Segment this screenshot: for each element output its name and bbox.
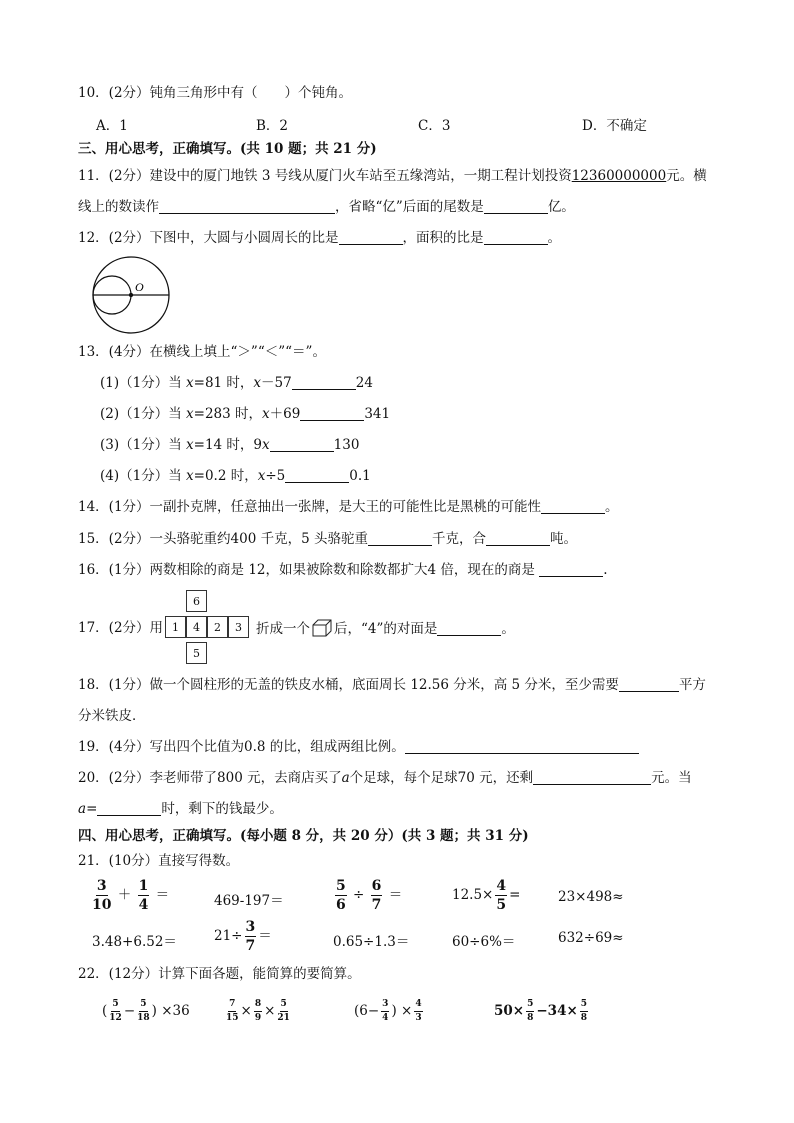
q11-blank-reading[interactable] bbox=[159, 199, 335, 214]
q10-option-c[interactable]: C．3 bbox=[418, 118, 451, 134]
q21-3-eq: ＝ bbox=[388, 887, 403, 903]
q13-sub-3 bbox=[100, 436, 359, 454]
q22-4-a: 50 bbox=[494, 1003, 513, 1019]
q22-4-f1-num: 5 bbox=[526, 1000, 534, 1012]
q22-2-op1: × bbox=[240, 1003, 252, 1019]
q13-1-expr-var: x bbox=[253, 375, 262, 391]
q21-3-f1-den: 6 bbox=[336, 897, 346, 913]
q21-7-f-den: 7 bbox=[245, 938, 256, 954]
q22-expr-2 bbox=[224, 1000, 292, 1023]
q21-1-op: ＋ bbox=[117, 887, 132, 903]
q13-2-var: x bbox=[186, 406, 194, 422]
q13-sub-4 bbox=[100, 467, 371, 485]
q17-blank[interactable] bbox=[437, 621, 501, 636]
q22-2-f3-den: 21 bbox=[277, 1013, 290, 1023]
net-face-4: 4 bbox=[186, 616, 207, 638]
q22-3-f-num: 3 bbox=[381, 1000, 389, 1012]
q12-blank-area[interactable] bbox=[484, 230, 548, 245]
q13-1-cond: =81 时， bbox=[193, 375, 254, 391]
q13-1-blank[interactable] bbox=[292, 375, 356, 390]
question-10-stem: 10．(2分）钝角三角形中有（ ）个钝角。 bbox=[78, 85, 353, 101]
q13-2-expr: ＋69 bbox=[269, 406, 301, 422]
q15-blank-ton[interactable] bbox=[486, 531, 550, 546]
question-11 bbox=[78, 167, 707, 185]
q11-text-4: ，省略“亿”后面的尾数是 bbox=[335, 199, 484, 215]
q21-3-op: ÷ bbox=[353, 887, 365, 903]
q22-4-op2: −34 bbox=[536, 1003, 567, 1019]
question-13-stem: 13．(4分）在横线上填上“＞”“＜”“＝”。 bbox=[78, 344, 326, 360]
q18-blank[interactable] bbox=[619, 677, 679, 692]
q21-item-2: 469-197＝ bbox=[214, 893, 284, 909]
q20-var: a bbox=[341, 770, 350, 786]
q21-7-eq: ＝ bbox=[258, 928, 272, 944]
q22-4-op1: × bbox=[512, 1003, 525, 1019]
q13-4-var: x bbox=[186, 468, 194, 484]
question-20 bbox=[78, 769, 692, 787]
cube-icon bbox=[312, 619, 332, 637]
q22-4-f2-den: 8 bbox=[580, 1013, 588, 1023]
net-face-bottom: 5 bbox=[186, 642, 207, 664]
q22-3-f2-den: 3 bbox=[415, 1013, 422, 1023]
q11-text-2: 元。横 bbox=[666, 168, 707, 184]
question-16 bbox=[78, 561, 607, 579]
q16-end: . bbox=[603, 562, 608, 578]
q13-3-var: x bbox=[186, 437, 194, 453]
q10-option-b[interactable]: B．2 bbox=[256, 118, 289, 134]
q12-text-1: 12．(2分）下图中，大圆与小圆周长的比是 bbox=[78, 230, 339, 246]
q21-item-3 bbox=[333, 879, 402, 912]
q13-1-rhs: 24 bbox=[355, 375, 373, 391]
q22-1-rparen: ) bbox=[151, 1003, 157, 1019]
q14-end: 。 bbox=[605, 499, 619, 515]
q21-7-pre: 21÷ bbox=[214, 928, 243, 944]
q16-text: 16．(1分）两数相除的商是 12，如果被除数和除数都扩大4 倍，现在的商是 bbox=[78, 562, 540, 578]
q22-3-rparen: ) bbox=[391, 1003, 397, 1019]
section-3-title: 三、用心思考，正确填写。(共 10 题；共 21 分) bbox=[78, 141, 377, 157]
q22-1-f2-den: 18 bbox=[137, 1013, 150, 1023]
q10-option-a[interactable]: A．1 bbox=[96, 118, 128, 134]
q22-1-f1-den: 12 bbox=[109, 1013, 122, 1023]
q11-amount: 12360000000 bbox=[571, 168, 667, 184]
q12-blank-perimeter[interactable] bbox=[339, 230, 403, 245]
q13-2-prefix: (2)（1分）当 bbox=[100, 406, 187, 422]
q19-text: 19．(4分）写出四个比值为0.8 的比，组成两组比例。 bbox=[78, 739, 405, 755]
q21-1-eq: ＝ bbox=[155, 887, 170, 903]
q16-blank[interactable] bbox=[539, 562, 603, 577]
q22-2-op2: × bbox=[264, 1003, 276, 1019]
q21-1-f2-num: 1 bbox=[138, 878, 149, 894]
q22-4-op3: × bbox=[566, 1003, 578, 1019]
q21-1-f1-den: 10 bbox=[92, 897, 112, 913]
q22-3-f2-num: 4 bbox=[414, 1000, 422, 1012]
q22-3-lparen: (6− bbox=[354, 1003, 380, 1019]
q12-text-3: 。 bbox=[547, 230, 562, 246]
q17-text-3: 后，“4”的对面是 bbox=[334, 621, 438, 637]
q13-3-expr-pre: 9 bbox=[253, 437, 263, 453]
q22-2-f2-den: 9 bbox=[254, 1013, 262, 1023]
q13-4-prefix: (4)（1分）当 bbox=[100, 468, 187, 484]
q22-expr-3 bbox=[354, 1000, 425, 1023]
q21-item-4 bbox=[452, 879, 520, 912]
q22-2-f1-num: 7 bbox=[228, 1000, 236, 1012]
q21-3-f2-num: 6 bbox=[371, 878, 382, 894]
q22-1-op: − bbox=[123, 1003, 136, 1019]
q21-3-f1-num: 5 bbox=[336, 878, 346, 894]
q13-1-var: x bbox=[186, 375, 194, 391]
q13-4-expr: ÷5 bbox=[265, 468, 286, 484]
q13-3-blank[interactable] bbox=[270, 437, 334, 452]
question-17-prefix: 17．(2分）用 bbox=[78, 620, 164, 636]
q22-1-lparen: ( bbox=[102, 1003, 108, 1019]
net-face-2: 2 bbox=[207, 616, 228, 638]
q13-sub-2 bbox=[100, 405, 390, 423]
q21-7-f-num: 3 bbox=[245, 919, 256, 935]
q21-item-6: 3.48+6.52＝ bbox=[92, 934, 177, 950]
q21-item-10: 632÷69≈ bbox=[558, 930, 624, 946]
q11-blank-approx[interactable] bbox=[484, 199, 548, 214]
question-11-line2 bbox=[78, 198, 575, 216]
q13-4-expr-var: x bbox=[257, 468, 266, 484]
question-17 bbox=[256, 619, 515, 638]
q11-text-5: 亿。 bbox=[547, 199, 575, 215]
q13-2-expr-var: x bbox=[262, 406, 270, 422]
q22-2-f3-num: 5 bbox=[280, 1000, 288, 1012]
center-label: O bbox=[135, 280, 144, 294]
q13-sub-1 bbox=[100, 374, 373, 392]
q13-1-expr: －57 bbox=[261, 375, 292, 391]
question-15 bbox=[78, 530, 577, 548]
q15-blank-kg[interactable] bbox=[368, 531, 432, 546]
q20-line2-eq: = bbox=[86, 801, 98, 817]
q19-blank[interactable] bbox=[405, 739, 639, 754]
q21-1-f1-num: 3 bbox=[96, 878, 107, 894]
q21-item-1 bbox=[90, 879, 169, 912]
q22-4-f2-num: 5 bbox=[580, 1000, 588, 1012]
q20-blank-remain[interactable] bbox=[533, 770, 651, 785]
q20-text-3: 元。当 bbox=[651, 770, 692, 786]
cube-net-figure bbox=[164, 590, 254, 664]
q13-2-blank[interactable] bbox=[300, 406, 364, 421]
q21-item-5: 23×498≈ bbox=[558, 889, 624, 905]
q21-4-eq: = bbox=[509, 887, 521, 903]
q21-item-7 bbox=[214, 920, 272, 953]
q22-2-f1-den: 15 bbox=[226, 1013, 239, 1023]
q13-3-expr-var: x bbox=[262, 437, 270, 453]
q21-item-8: 0.65÷1.3＝ bbox=[333, 934, 410, 950]
q22-2-f2-num: 8 bbox=[254, 1000, 262, 1012]
q22-3-op: × bbox=[401, 1003, 413, 1019]
q13-3-prefix: (3)（1分）当 bbox=[100, 437, 187, 453]
q21-4-f-num: 4 bbox=[496, 878, 507, 894]
section-4-title: 四、用心思考，正确填写。(每小题 8 分，共 20 分）(共 3 题；共 31 分) bbox=[78, 828, 529, 844]
question-21-stem: 21．(10分）直接写得数。 bbox=[78, 853, 240, 869]
q21-item-9: 60÷6%＝ bbox=[452, 934, 516, 950]
q13-2-cond: =283 时， bbox=[193, 406, 263, 422]
net-face-3: 3 bbox=[228, 616, 249, 638]
q20-text-1: 20．(2分）李老师带了800 元，去商店买了 bbox=[78, 770, 342, 786]
q11-text-1: 11．(2分）建设中的厦门地铁 3 号线从厦门火车站至五缘湾站，一期工程计划投资 bbox=[78, 168, 572, 184]
q21-4-f-den: 5 bbox=[496, 897, 507, 913]
q21-3-f2-den: 7 bbox=[371, 897, 382, 913]
q15-text-3: 吨。 bbox=[549, 531, 577, 547]
q18-text-2: 平方 bbox=[678, 677, 706, 693]
question-18 bbox=[78, 676, 706, 694]
question-14 bbox=[78, 498, 619, 516]
q13-2-rhs: 341 bbox=[364, 406, 391, 422]
q20-blank-a[interactable] bbox=[97, 801, 161, 816]
q22-expr-1 bbox=[102, 1000, 190, 1023]
q12-text-2: ，面积的比是 bbox=[402, 230, 484, 246]
net-face-1: 1 bbox=[165, 616, 186, 638]
q13-3-cond: =14 时， bbox=[193, 437, 254, 453]
q13-4-blank[interactable] bbox=[285, 468, 349, 483]
question-19 bbox=[78, 738, 639, 756]
question-18-line2: 分米铁皮． bbox=[78, 708, 146, 724]
question-22-stem: 22．(12分）计算下面各题，能简算的要简算。 bbox=[78, 966, 361, 982]
q10-option-d[interactable]: D．不确定 bbox=[582, 118, 647, 134]
q13-3-rhs: 130 bbox=[333, 437, 360, 453]
q21-4-pre: 12.5× bbox=[452, 887, 494, 903]
q22-3-f-den: 4 bbox=[382, 1013, 389, 1023]
q14-blank[interactable] bbox=[541, 499, 605, 514]
center-point bbox=[129, 293, 133, 297]
q20-line2-var: a bbox=[78, 801, 87, 817]
q15-text-2: 千克，合 bbox=[431, 531, 486, 547]
q15-text-1: 15．(2分）一头骆驼重约400 千克，5 头骆驼重 bbox=[78, 531, 368, 547]
q11-text-3: 线上的数读作 bbox=[78, 199, 159, 215]
q22-1-f1-num: 5 bbox=[111, 1000, 119, 1012]
q13-4-cond: =0.2 时， bbox=[193, 468, 258, 484]
q22-1-f2-num: 5 bbox=[139, 1000, 147, 1012]
q18-text-1: 18．(1分）做一个圆柱形的无盖的铁皮水桶，底面周长 12.56 分米，高 5 分米，至少需要 bbox=[78, 677, 619, 693]
circles-figure bbox=[88, 254, 178, 336]
q21-1-f2-den: 4 bbox=[138, 897, 149, 913]
q22-4-f1-den: 8 bbox=[527, 1013, 534, 1023]
q22-expr-4 bbox=[494, 1000, 590, 1023]
q13-1-prefix: (1)（1分）当 bbox=[100, 375, 187, 391]
question-20-line2 bbox=[78, 800, 283, 818]
q17-text-4: 。 bbox=[501, 621, 515, 637]
q17-text-2: 折成一个 bbox=[256, 621, 310, 637]
q20-text-2: 个足球，每个足球70 元，还剩 bbox=[349, 770, 534, 786]
q20-text-4: 时，剩下的钱最少。 bbox=[161, 801, 283, 817]
question-12 bbox=[78, 229, 561, 247]
net-face-top: 6 bbox=[186, 590, 207, 612]
q14-text: 14．(1分）一副扑克牌，任意抽出一张牌，是大王的可能性比是黑桃的可能性 bbox=[78, 499, 542, 515]
q13-4-rhs: 0.1 bbox=[349, 468, 371, 484]
q22-1-tail: ×36 bbox=[161, 1003, 190, 1019]
